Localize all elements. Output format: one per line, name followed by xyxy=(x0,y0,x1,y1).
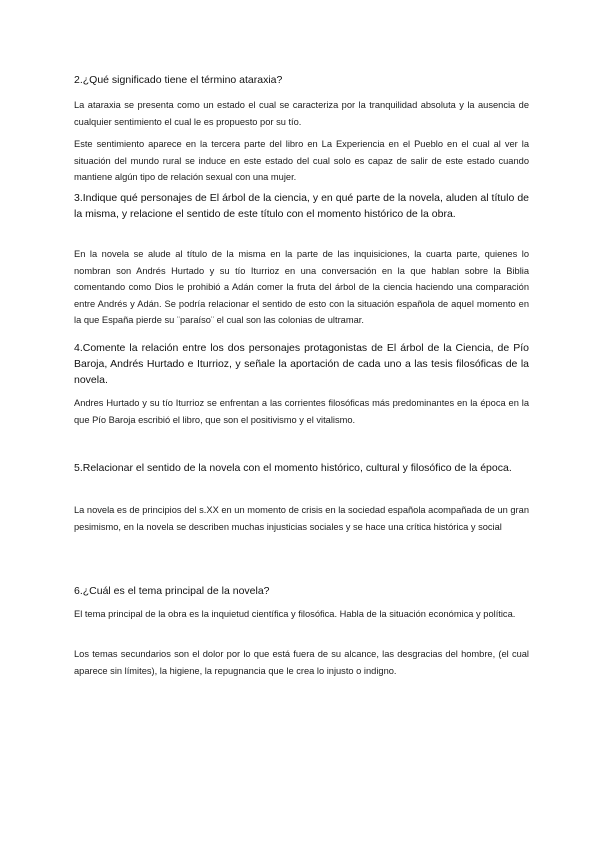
question-4-heading: 4.Comente la relación entre los dos personajes protagonistas de El árbol de la Ciencia, de Pío Baroja, Andrés Hurtado e Iturrioz, y señale la aportación de cada uno a las tesis filosóficas de la novela. xyxy=(74,342,529,386)
question-3-heading: 3.Indique qué personajes de El árbol de la ciencia, y en qué parte de la novela, aluden al título de la misma, y relacione el sentido de este título con el momento histórico de la obra. xyxy=(74,192,529,220)
question-2-answer-paragraph-1: La ataraxia se presenta como un estado el cual se caracteriza por la tranquilidad absoluta y la ausencia de cualquier sentimiento el cual le es propuesto por su tío. xyxy=(74,100,529,127)
question-6-answer-paragraph-2: Los temas secundarios son el dolor por lo que está fuera de su alcance, las desgracias del hombre, (el cual aparece sin límites), la higiene, la repugnancia que le crea lo injusto o indigno. xyxy=(74,649,529,676)
question-6-answer-paragraph-1: El tema principal de la obra es la inquietud científica y filosófica. Habla de la situación económica y política. xyxy=(74,609,516,619)
question-2-heading: 2.¿Qué significado tiene el término ataraxia? xyxy=(74,74,283,86)
question-2-answer-paragraph-2: Este sentimiento aparece en la tercera parte del libro en La Experiencia en el Pueblo en el cual al ver la situación del mundo rural se induce en este estado del cual solo es capaz de salir de este estado cuando mantiene algún tipo de relación sexual con una mujer. xyxy=(74,139,529,182)
question-5-answer: La novela es de principios del s.XX en un momento de crisis en la sociedad española acompañada de un gran pesimismo, en la novela se describen muchas injusticias sociales y se hace una crítica histórica y social xyxy=(74,505,529,532)
question-5-heading: 5.Relacionar el sentido de la novela con el momento histórico, cultural y filosófico de la época. xyxy=(74,462,512,474)
question-3-answer: En la novela se alude al título de la misma en la parte de las inquisiciones, la cuarta parte, quienes lo nombran son Andrés Hurtado y su tío Iturrioz en una conversación en la que hablan sobre la Biblia comentando como Dios le prohibió a Adán comer la fruta del árbol de la ciencia haciendo una comparación entre Andrés y Adán. Se podría relacionar el sentido de esto con la situación española de aquel momento en la que España pierde su ¨paraíso¨ el cual son las colonias de ultramar. xyxy=(74,249,529,325)
question-6-heading: 6.¿Cuál es el tema principal de la novela? xyxy=(74,585,270,597)
question-4-answer: Andres Hurtado y su tío Iturrioz se enfrentan a las corrientes filosóficas más predominantes en la época en la que Pío Baroja escribió el libro, que son el positivismo y el vitalismo. xyxy=(74,398,529,425)
